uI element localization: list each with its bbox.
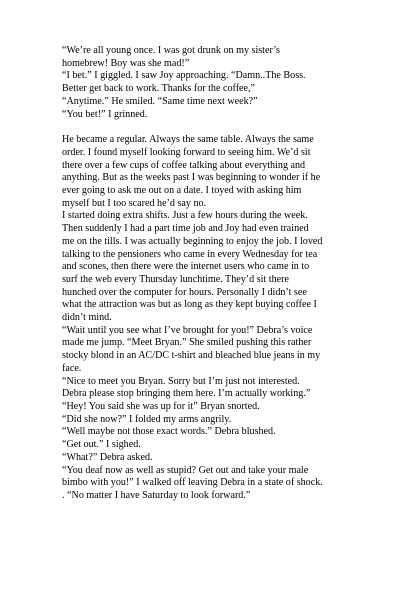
- text-line: ever going to ask me out on a date. I toyed with asking him: [62, 185, 302, 197]
- text-line: “Well maybe not those exact words.” Debra blushed.: [62, 426, 276, 438]
- text-line: “Nice to meet you Bryan. Sorry but I’m just not interested.: [62, 375, 300, 387]
- text-line: made me jump. “Meet Bryan.” She smiled pushing this rather: [62, 337, 312, 349]
- text-line: . “No matter I have Saturday to look forward.”: [62, 489, 251, 501]
- text-line: Better get back to work. Thanks for the coffee,”: [62, 83, 256, 95]
- text-line: “Get out.” I sighed.: [62, 439, 141, 451]
- text-line: “Anytime.” He smiled. “Same time next week?”: [62, 95, 258, 107]
- text-line: “We’re all young once. I was got drunk on my sister’s: [62, 45, 280, 56]
- text-line: face.: [62, 362, 82, 374]
- text-line: “Wait until you see what I’ve brought for you!” Debra’s voice: [62, 324, 313, 336]
- text-line: there over a few cups of coffee talking about everything and: [62, 159, 306, 171]
- text-line: I started doing extra shifts. Just a few hours during the week.: [62, 210, 308, 222]
- text-line: what the attraction was but as long as they kept buying coffee I: [62, 299, 317, 311]
- text-line: and scones, then there were the internet users who came in to: [62, 261, 310, 273]
- text-line: He became a regular. Always the same table. Always the same: [62, 134, 314, 146]
- text-line: bimbo with you!” I walked off leaving Debra in a state of shock.: [62, 477, 323, 489]
- text-line: hunched over the computer for hours. Personally I didn’t see: [62, 286, 307, 298]
- text-line: homebrew! Boy was she mad!”: [62, 57, 190, 69]
- text-line: “I bet.” I giggled. I saw Joy approaching. “Damn..The Boss.: [62, 70, 306, 82]
- paragraph-gap: [62, 121, 368, 134]
- text-line: “Did she now?” I folded my arms angrily.: [62, 413, 232, 425]
- text-line: myself but I too scared he’d say no.: [62, 197, 207, 209]
- text-line: “Hey! You said she was up for it” Bryan snorted.: [62, 400, 260, 412]
- dialogue-block: [62, 45, 368, 121]
- narrative-block: [62, 134, 368, 502]
- text-line: Then suddenly I had a part time job and Joy had even trained: [62, 223, 309, 235]
- text-line: Debra please stop bringing them here. I’m actually working.”: [62, 388, 311, 400]
- text-line: didn’t mind.: [62, 312, 112, 324]
- text-line: talking to the pensioners who came in every Wednesday for tea: [62, 248, 318, 260]
- text-line: surf the web every Thursday lunchtime. They’d sit there: [62, 273, 289, 285]
- text-line: order. I found myself looking forward to seeing him. We’d sit: [62, 146, 311, 158]
- document-page: [62, 45, 368, 503]
- text-line: me on the tills. I was actually beginning to enjoy the job. I loved: [62, 235, 323, 247]
- text-line: “You deaf now as well as stupid? Get out and take your male: [62, 464, 309, 476]
- text-line: stocky blond in an AC/DC t-shirt and bleached blue jeans in my: [62, 350, 321, 362]
- text-line: “You bet!” I grinned.: [62, 108, 148, 120]
- text-line: anything. But as the weeks past I was beginning to wonder if he: [62, 172, 321, 184]
- text-line: “What?” Debra asked.: [62, 451, 153, 463]
